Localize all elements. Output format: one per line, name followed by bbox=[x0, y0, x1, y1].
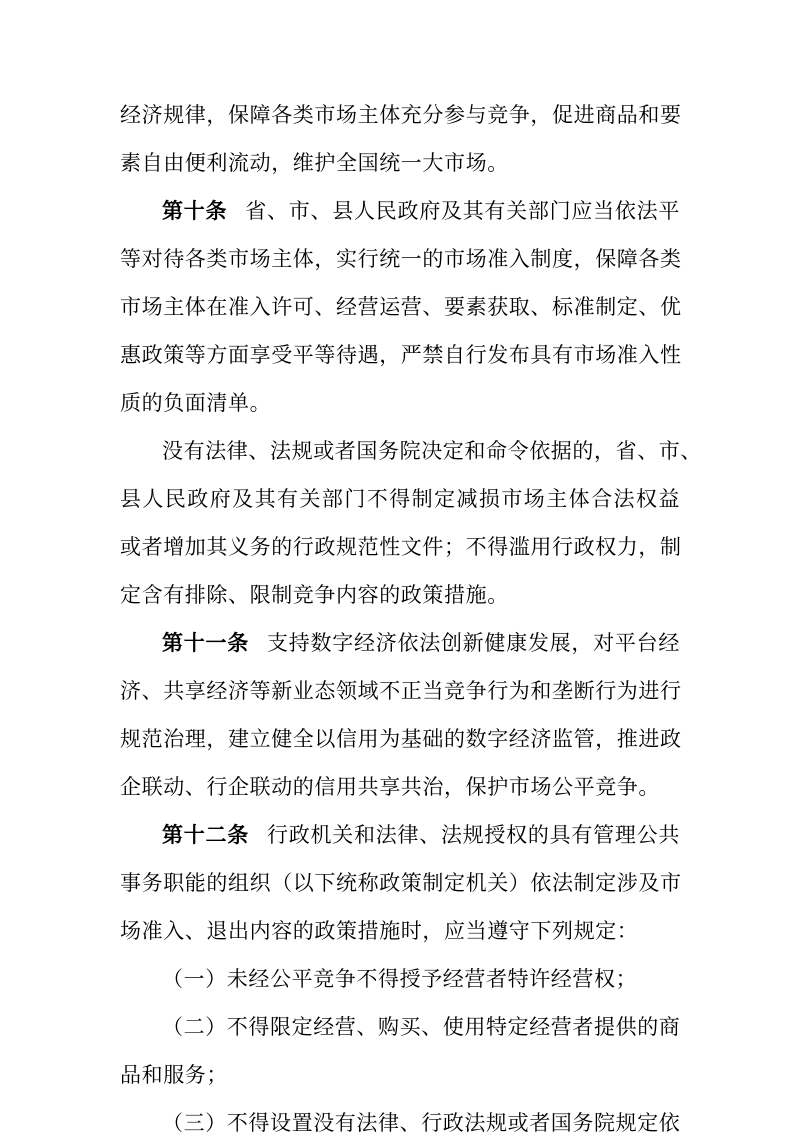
article-12-label: 第十二条 bbox=[162, 823, 249, 847]
text-line: 事务职能的组织（以下统称政策制定机关）依法制定涉及市 bbox=[120, 871, 682, 895]
text-line: 经济规律，保障各类市场主体充分参与竞争，促进商品和要 bbox=[120, 103, 682, 127]
text-line: 行政机关和法律、法规授权的具有管理公共 bbox=[266, 823, 680, 847]
text-line: 支持数字经济依法创新健康发展，对平台经 bbox=[266, 631, 680, 655]
text-line: 企联动、行企联动的信用共享共治，保护市场公平竞争。 bbox=[120, 775, 660, 799]
text-line: 济、共享经济等新业态领域不正当竞争行为和垄断行为进行 bbox=[120, 679, 682, 703]
text-line: 场准入、退出内容的政策措施时，应当遵守下列规定： bbox=[120, 919, 639, 943]
text-line: 县人民政府及其有关部门不得制定减损市场主体合法权益 bbox=[120, 487, 680, 511]
text-line: 惠政策等方面享受平等待遇，严禁自行发布具有市场准入性 bbox=[120, 343, 682, 367]
list-item: （一）未经公平竞争不得授予经营者特许经营权； bbox=[162, 967, 638, 991]
text-line: 省、市、县人民政府及其有关部门应当依法平 bbox=[245, 199, 680, 223]
list-item: （二）不得限定经营、购买、使用特定经营者提供的商 bbox=[162, 1015, 681, 1039]
list-item: （三）不得设置没有法律、行政法规或者国务院规定依 bbox=[162, 1111, 681, 1135]
text-line: 素自由便利流动，维护全国统一大市场。 bbox=[120, 151, 509, 175]
text-line: 或者增加其义务的行政规范性文件；不得滥用行政权力，制 bbox=[120, 535, 682, 559]
article-12-line bbox=[162, 811, 680, 859]
text-line: 质的负面清单。 bbox=[120, 391, 272, 415]
article-10-label: 第十条 bbox=[162, 199, 228, 223]
article-11-line bbox=[162, 619, 680, 667]
text-line: 规范治理，建立健全以信用为基础的数字经济监管，推进政 bbox=[120, 727, 682, 751]
text-line: 定含有排除、限制竞争内容的政策措施。 bbox=[120, 583, 509, 607]
text-line: 等对待各类市场主体，实行统一的市场准入制度，保障各类 bbox=[120, 247, 682, 271]
text-line: 品和服务； bbox=[120, 1063, 228, 1087]
text-line: 没有法律、法规或者国务院决定和命令依据的，省、市、 bbox=[162, 439, 702, 463]
article-11-label: 第十一条 bbox=[162, 631, 249, 655]
article-10-line bbox=[162, 187, 680, 235]
text-line: 市场主体在准入许可、经营运营、要素获取、标准制定、优 bbox=[120, 295, 682, 319]
